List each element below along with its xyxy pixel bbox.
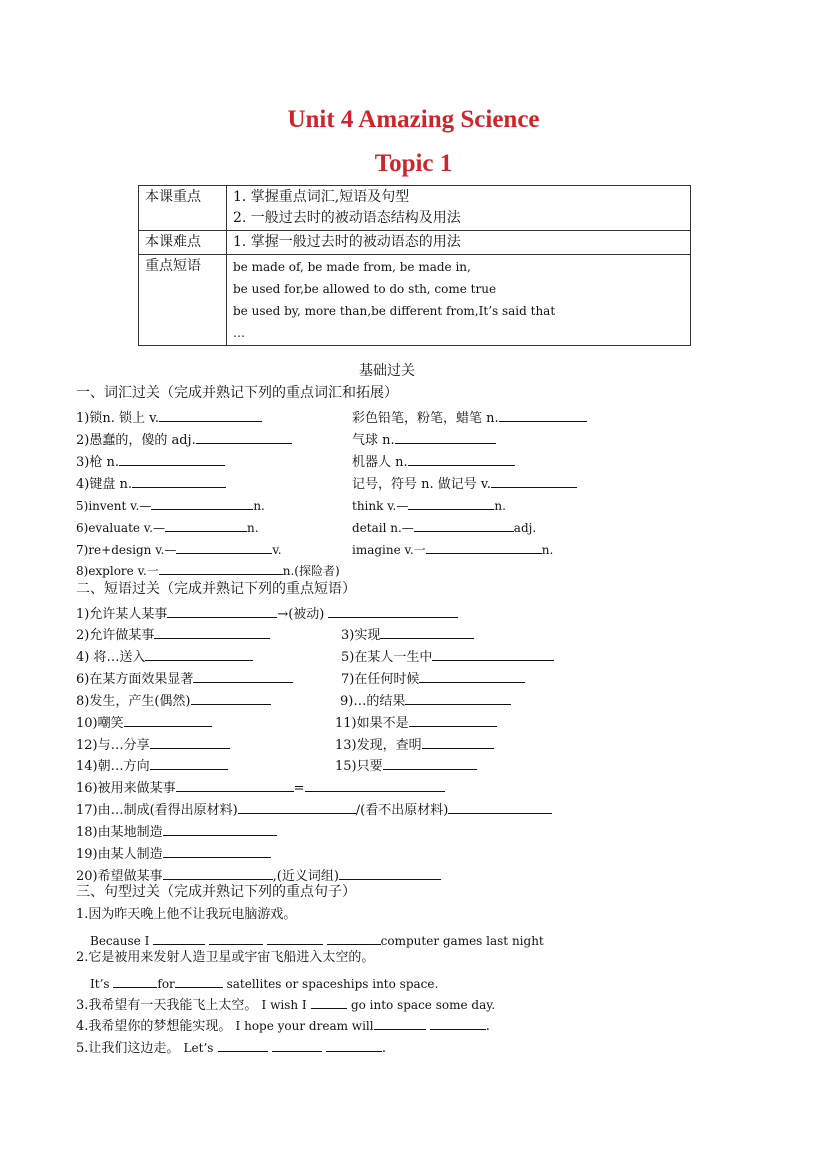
answer-blank[interactable]	[426, 538, 542, 554]
phrase-item: 20)希望做某事 ,(近义词组)	[76, 864, 441, 887]
table-row	[139, 255, 691, 346]
answer-blank[interactable]	[327, 929, 381, 945]
answer-blank[interactable]	[113, 972, 157, 988]
topic-title: Topic 1	[374, 150, 453, 177]
vocab-item: think v.— n.	[352, 494, 506, 516]
table-head-cell: 重点短语	[139, 255, 227, 346]
sentences-heading: 三、句型过关（完成并熟记下列的重点句子）	[76, 884, 356, 900]
answer-blank[interactable]	[163, 820, 277, 836]
vocab-item: 机器人 n.	[352, 450, 515, 473]
phrase-item: 12)与…分享	[76, 733, 230, 756]
sentence-item: 5.让我们这边走。 Let’s .	[76, 1036, 386, 1059]
answer-blank[interactable]	[238, 798, 356, 814]
answer-blank[interactable]	[154, 623, 270, 639]
answer-blank[interactable]	[267, 929, 323, 945]
vocab-item: 8)explore v.一 n.(探险者)	[76, 559, 340, 581]
phrases-heading: 二、短语过关（完成并熟记下列的重点短语）	[76, 581, 356, 597]
phrase-item: 19)由某人制造	[76, 842, 271, 865]
answer-blank[interactable]	[150, 754, 228, 770]
table-row	[139, 186, 691, 231]
answer-blank[interactable]	[432, 645, 554, 661]
vocab-item: 彩色铅笔，粉笔，蜡笔 n.	[352, 406, 587, 429]
vocab-item: 5)invent v.— n.	[76, 494, 265, 516]
answer-blank[interactable]	[193, 667, 293, 683]
answer-blank[interactable]	[218, 1036, 268, 1052]
answer-blank[interactable]	[132, 472, 226, 488]
answer-blank[interactable]	[167, 602, 277, 618]
sentence-chinese: 2.它是被用来发射人造卫星或宇宙飞船进入太空的。	[76, 950, 375, 965]
vocab-heading: 一、词汇过关（完成并熟记下列的重点词汇和拓展）	[76, 385, 398, 401]
answer-blank[interactable]	[272, 1036, 322, 1052]
answer-blank[interactable]	[191, 689, 271, 705]
answer-blank[interactable]	[405, 689, 511, 705]
table-content-cell: 1. 掌握重点词汇,短语及句型 2. 一般过去时的被动语态结构及用法	[227, 186, 691, 231]
answer-blank[interactable]	[408, 494, 494, 510]
answer-blank[interactable]	[163, 842, 271, 858]
answer-blank[interactable]	[176, 538, 272, 554]
vocab-item: detail n.— adj.	[352, 516, 536, 538]
sentence-english: It’s for satellites or spaceships into space.	[90, 972, 438, 994]
sentence-chinese: 1.因为昨天晚上他不让我玩电脑游戏。	[76, 907, 297, 922]
phrase-item: 10)嘲笑	[76, 711, 212, 734]
sentence-item: 3.我希望有一天我能飞上太空。 I wish I go into space some day.	[76, 993, 495, 1016]
table-row	[139, 231, 691, 255]
answer-blank[interactable]	[374, 1014, 426, 1030]
answer-blank[interactable]	[430, 1014, 486, 1030]
answer-blank[interactable]	[409, 711, 497, 727]
table-head-cell: 本课难点	[139, 231, 227, 255]
phrase-item: 14)朝…方向	[76, 754, 228, 777]
vocab-item: 4)键盘 n.	[76, 472, 226, 495]
answer-blank[interactable]	[163, 864, 273, 880]
phrase-item: 1)允许某人某事 →(被动)	[76, 602, 458, 625]
answer-blank[interactable]	[159, 559, 283, 575]
phrase-item: 7)在任何时候	[341, 667, 525, 690]
answer-blank[interactable]	[145, 645, 253, 661]
answer-blank[interactable]	[414, 516, 514, 532]
phrase-item: 18)由某地制造	[76, 820, 277, 843]
answer-blank[interactable]	[419, 667, 525, 683]
answer-blank[interactable]	[311, 993, 347, 1009]
answer-blank[interactable]	[119, 450, 225, 466]
answer-blank[interactable]	[176, 776, 294, 792]
answer-blank[interactable]	[151, 494, 253, 510]
answer-blank[interactable]	[328, 602, 458, 618]
vocab-item: 1)锁n. 锁上 v.	[76, 406, 262, 429]
phrase-item: 16)被用来做某事 =	[76, 776, 445, 799]
answer-blank[interactable]	[326, 1036, 382, 1052]
phrase-item: 13)发现，查明	[335, 733, 494, 756]
phrase-item: 2)允许做某事	[76, 623, 270, 646]
phrase-item: 3)实现	[341, 623, 474, 646]
answer-blank[interactable]	[159, 406, 262, 422]
phrase-item: 4) 将…送入	[76, 645, 253, 668]
answer-blank[interactable]	[491, 472, 577, 488]
phrase-item: 5)在某人一生中	[341, 645, 554, 668]
table-content-cell: be made of, be made from, be made in, be used for,be allowed to do sth, come true be used by, more than,be different from,It’s said that …	[227, 255, 691, 346]
answer-blank[interactable]	[153, 929, 205, 945]
vocab-item: 3)枪 n.	[76, 450, 225, 473]
answer-blank[interactable]	[165, 516, 247, 532]
answer-blank[interactable]	[422, 733, 494, 749]
answer-blank[interactable]	[339, 864, 441, 880]
answer-blank[interactable]	[305, 776, 445, 792]
answer-blank[interactable]	[124, 711, 212, 727]
answer-blank[interactable]	[209, 929, 263, 945]
table-head-cell: 本课重点	[139, 186, 227, 231]
vocab-item: 2)愚蠢的，傻的 adj.	[76, 428, 292, 451]
phrase-item: 17)由…制成(看得出原材料) /(看不出原材料)	[76, 798, 552, 821]
vocab-item: 气球 n.	[352, 428, 496, 451]
unit-title: Unit 4 Amazing Science	[287, 106, 540, 133]
section-title: 基础过关	[359, 363, 415, 379]
phrase-item: 6)在某方面效果显著	[76, 667, 293, 690]
answer-blank[interactable]	[448, 798, 552, 814]
phrase-item: 9)…的结果	[340, 689, 511, 712]
answer-blank[interactable]	[499, 406, 587, 422]
lesson-info-table	[138, 185, 691, 346]
vocab-item: 7)re+design v.— v.	[76, 538, 282, 560]
answer-blank[interactable]	[196, 428, 292, 444]
answer-blank[interactable]	[395, 428, 496, 444]
sentence-english: Because I computer games last night	[90, 929, 544, 951]
table-content-cell: 1. 掌握一般过去时的被动语态的用法	[227, 231, 691, 255]
vocab-item: imagine v.一 n.	[352, 538, 553, 560]
vocab-item: 记号，符号 n. 做记号 v.	[352, 472, 577, 495]
answer-blank[interactable]	[383, 754, 477, 770]
answer-blank[interactable]	[175, 972, 223, 988]
phrase-item: 8)发生，产生(偶然)	[76, 689, 271, 712]
sentence-item: 4.我希望你的梦想能实现。 I hope your dream will .	[76, 1014, 490, 1037]
vocab-item: 6)evaluate v.— n.	[76, 516, 259, 538]
phrase-item: 11)如果不是	[335, 711, 497, 734]
answer-blank[interactable]	[408, 450, 515, 466]
answer-blank[interactable]	[150, 733, 230, 749]
answer-blank[interactable]	[380, 623, 474, 639]
phrase-item: 15)只要	[335, 754, 477, 777]
